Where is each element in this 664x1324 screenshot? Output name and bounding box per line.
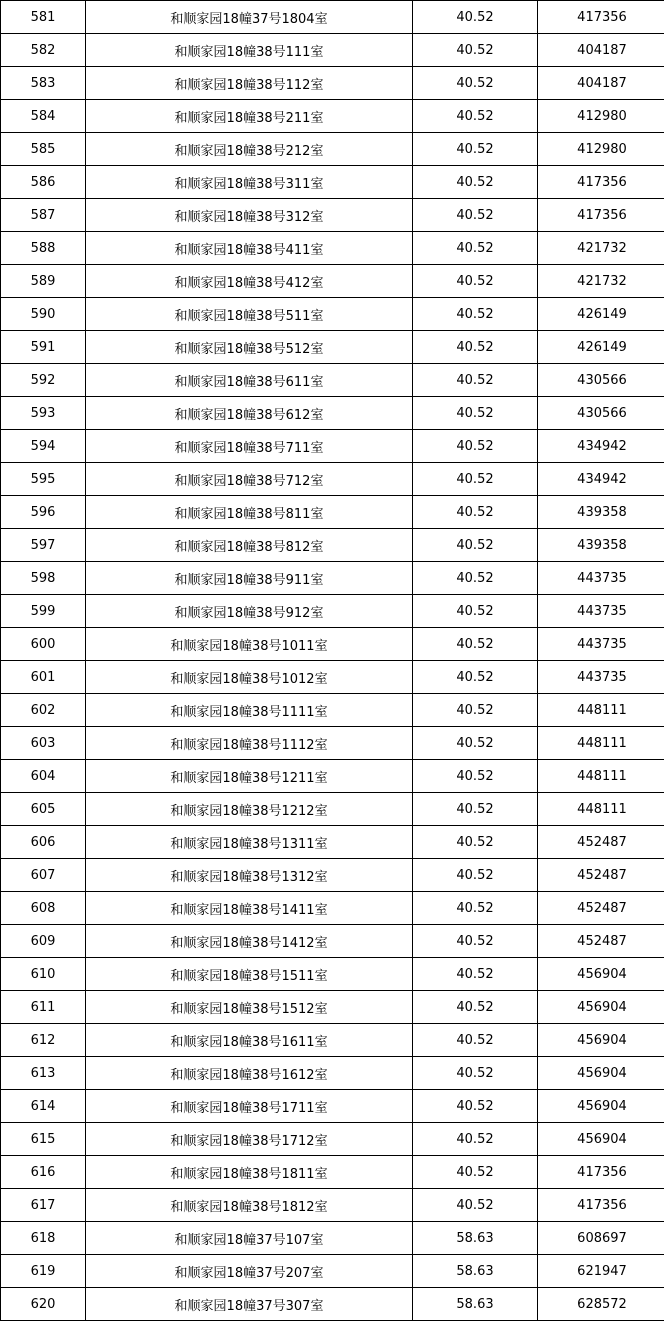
table-row [1, 1255, 664, 1288]
address-cell: 和顺家园18幢38号911室 [86, 562, 413, 595]
table-row [1, 1024, 664, 1057]
price-cell: 443735 [538, 595, 664, 628]
address-cell: 和顺家园18幢38号1812室 [86, 1189, 413, 1222]
address-cell: 和顺家园18幢38号712室 [86, 463, 413, 496]
address-cell: 和顺家园18幢37号307室 [86, 1288, 413, 1321]
price-cell: 439358 [538, 529, 664, 562]
price-cell: 448111 [538, 694, 664, 727]
table-row [1, 991, 664, 1024]
price-cell: 439358 [538, 496, 664, 529]
table-row [1, 199, 664, 232]
table-row [1, 67, 664, 100]
area-cell: 40.52 [413, 892, 538, 925]
row-number-cell: 591 [1, 331, 86, 364]
address-cell: 和顺家园18幢38号1512室 [86, 991, 413, 1024]
price-cell: 417356 [538, 1156, 664, 1189]
row-number-cell: 608 [1, 892, 86, 925]
table-row [1, 496, 664, 529]
table-row [1, 694, 664, 727]
table-row [1, 1090, 664, 1123]
area-cell: 40.52 [413, 67, 538, 100]
address-cell: 和顺家园18幢38号512室 [86, 331, 413, 364]
area-cell: 58.63 [413, 1288, 538, 1321]
row-number-cell: 583 [1, 67, 86, 100]
area-cell: 40.52 [413, 1189, 538, 1222]
table-row [1, 628, 664, 661]
price-cell: 608697 [538, 1222, 664, 1255]
address-cell: 和顺家园18幢38号312室 [86, 199, 413, 232]
table-row [1, 595, 664, 628]
table-row [1, 331, 664, 364]
area-cell: 58.63 [413, 1255, 538, 1288]
address-cell: 和顺家园18幢38号1711室 [86, 1090, 413, 1123]
table-row [1, 793, 664, 826]
price-cell: 421732 [538, 232, 664, 265]
address-cell: 和顺家园18幢38号1012室 [86, 661, 413, 694]
price-cell: 417356 [538, 166, 664, 199]
row-number-cell: 601 [1, 661, 86, 694]
price-cell: 426149 [538, 331, 664, 364]
address-cell: 和顺家园18幢38号511室 [86, 298, 413, 331]
address-cell: 和顺家园18幢38号1712室 [86, 1123, 413, 1156]
price-cell: 628572 [538, 1288, 664, 1321]
table-row [1, 34, 664, 67]
row-number-cell: 582 [1, 34, 86, 67]
area-cell: 40.52 [413, 694, 538, 727]
area-cell: 40.52 [413, 1090, 538, 1123]
table-row [1, 760, 664, 793]
row-number-cell: 616 [1, 1156, 86, 1189]
address-cell: 和顺家园18幢38号1211室 [86, 760, 413, 793]
row-number-cell: 614 [1, 1090, 86, 1123]
table-row [1, 232, 664, 265]
table-row [1, 727, 664, 760]
table-row [1, 1057, 664, 1090]
price-cell: 412980 [538, 100, 664, 133]
table-row [1, 166, 664, 199]
price-cell: 443735 [538, 628, 664, 661]
price-cell: 404187 [538, 34, 664, 67]
row-number-cell: 604 [1, 760, 86, 793]
price-cell: 417356 [538, 199, 664, 232]
table-row [1, 562, 664, 595]
row-number-cell: 597 [1, 529, 86, 562]
price-cell: 452487 [538, 826, 664, 859]
area-cell: 40.52 [413, 199, 538, 232]
table-row [1, 859, 664, 892]
area-cell: 40.52 [413, 463, 538, 496]
row-number-cell: 594 [1, 430, 86, 463]
row-number-cell: 598 [1, 562, 86, 595]
area-cell: 40.52 [413, 727, 538, 760]
row-number-cell: 602 [1, 694, 86, 727]
address-cell: 和顺家园18幢38号212室 [86, 133, 413, 166]
table-row [1, 133, 664, 166]
price-cell: 404187 [538, 67, 664, 100]
price-cell: 443735 [538, 562, 664, 595]
address-cell: 和顺家园18幢38号611室 [86, 364, 413, 397]
area-cell: 40.52 [413, 859, 538, 892]
address-cell: 和顺家园18幢37号207室 [86, 1255, 413, 1288]
address-cell: 和顺家园18幢38号1312室 [86, 859, 413, 892]
table-row [1, 1288, 664, 1321]
area-cell: 40.52 [413, 958, 538, 991]
address-cell: 和顺家园18幢38号1811室 [86, 1156, 413, 1189]
row-number-cell: 617 [1, 1189, 86, 1222]
address-cell: 和顺家园18幢38号612室 [86, 397, 413, 430]
area-cell: 40.52 [413, 826, 538, 859]
address-cell: 和顺家园18幢38号112室 [86, 67, 413, 100]
address-cell: 和顺家园18幢38号311室 [86, 166, 413, 199]
row-number-cell: 615 [1, 1123, 86, 1156]
table-row [1, 298, 664, 331]
address-cell: 和顺家园18幢38号711室 [86, 430, 413, 463]
price-cell: 456904 [538, 958, 664, 991]
row-number-cell: 605 [1, 793, 86, 826]
row-number-cell: 581 [1, 1, 86, 34]
row-number-cell: 618 [1, 1222, 86, 1255]
address-cell: 和顺家园18幢37号107室 [86, 1222, 413, 1255]
table-row [1, 892, 664, 925]
row-number-cell: 613 [1, 1057, 86, 1090]
area-cell: 40.52 [413, 298, 538, 331]
address-cell: 和顺家园18幢38号811室 [86, 496, 413, 529]
address-cell: 和顺家园18幢38号412室 [86, 265, 413, 298]
area-cell: 40.52 [413, 1, 538, 34]
price-cell: 621947 [538, 1255, 664, 1288]
area-cell: 40.52 [413, 331, 538, 364]
price-cell: 456904 [538, 1057, 664, 1090]
address-cell: 和顺家园18幢38号1011室 [86, 628, 413, 661]
area-cell: 40.52 [413, 628, 538, 661]
row-number-cell: 606 [1, 826, 86, 859]
table-row [1, 1156, 664, 1189]
table-row [1, 1, 664, 34]
price-cell: 448111 [538, 760, 664, 793]
row-number-cell: 589 [1, 265, 86, 298]
table-row [1, 1189, 664, 1222]
row-number-cell: 603 [1, 727, 86, 760]
area-cell: 40.52 [413, 397, 538, 430]
price-cell: 412980 [538, 133, 664, 166]
price-cell: 430566 [538, 397, 664, 430]
price-cell: 448111 [538, 727, 664, 760]
row-number-cell: 620 [1, 1288, 86, 1321]
table-row [1, 958, 664, 991]
area-cell: 40.52 [413, 1123, 538, 1156]
area-cell: 58.63 [413, 1222, 538, 1255]
table-row [1, 463, 664, 496]
address-cell: 和顺家园18幢38号1611室 [86, 1024, 413, 1057]
price-cell: 426149 [538, 298, 664, 331]
address-cell: 和顺家园18幢38号1612室 [86, 1057, 413, 1090]
table-row [1, 265, 664, 298]
address-cell: 和顺家园18幢38号812室 [86, 529, 413, 562]
table-row [1, 430, 664, 463]
area-cell: 40.52 [413, 265, 538, 298]
price-cell: 434942 [538, 430, 664, 463]
area-cell: 40.52 [413, 925, 538, 958]
row-number-cell: 619 [1, 1255, 86, 1288]
price-cell: 456904 [538, 991, 664, 1024]
row-number-cell: 585 [1, 133, 86, 166]
table-row [1, 1123, 664, 1156]
price-cell: 430566 [538, 364, 664, 397]
area-cell: 40.52 [413, 1024, 538, 1057]
price-cell: 456904 [538, 1090, 664, 1123]
area-cell: 40.52 [413, 496, 538, 529]
area-cell: 40.52 [413, 595, 538, 628]
area-cell: 40.52 [413, 364, 538, 397]
price-cell: 456904 [538, 1123, 664, 1156]
price-cell: 443735 [538, 661, 664, 694]
price-cell: 452487 [538, 892, 664, 925]
area-cell: 40.52 [413, 232, 538, 265]
address-cell: 和顺家园18幢38号1112室 [86, 727, 413, 760]
area-cell: 40.52 [413, 430, 538, 463]
area-cell: 40.52 [413, 562, 538, 595]
area-cell: 40.52 [413, 1057, 538, 1090]
address-cell: 和顺家园18幢38号211室 [86, 100, 413, 133]
table-body [1, 1, 664, 1321]
address-cell: 和顺家园18幢37号1804室 [86, 1, 413, 34]
row-number-cell: 593 [1, 397, 86, 430]
address-cell: 和顺家园18幢38号1511室 [86, 958, 413, 991]
row-number-cell: 584 [1, 100, 86, 133]
address-cell: 和顺家园18幢38号1311室 [86, 826, 413, 859]
area-cell: 40.52 [413, 529, 538, 562]
row-number-cell: 599 [1, 595, 86, 628]
row-number-cell: 592 [1, 364, 86, 397]
area-cell: 40.52 [413, 793, 538, 826]
price-cell: 417356 [538, 1, 664, 34]
address-cell: 和顺家园18幢38号411室 [86, 232, 413, 265]
area-cell: 40.52 [413, 34, 538, 67]
row-number-cell: 610 [1, 958, 86, 991]
area-cell: 40.52 [413, 166, 538, 199]
area-cell: 40.52 [413, 133, 538, 166]
row-number-cell: 586 [1, 166, 86, 199]
table-row [1, 364, 664, 397]
price-cell: 417356 [538, 1189, 664, 1222]
table-row [1, 826, 664, 859]
price-cell: 452487 [538, 859, 664, 892]
table-row [1, 661, 664, 694]
address-cell: 和顺家园18幢38号1212室 [86, 793, 413, 826]
row-number-cell: 590 [1, 298, 86, 331]
area-cell: 40.52 [413, 1156, 538, 1189]
table-row [1, 100, 664, 133]
row-number-cell: 600 [1, 628, 86, 661]
area-cell: 40.52 [413, 100, 538, 133]
row-number-cell: 609 [1, 925, 86, 958]
table-row [1, 529, 664, 562]
price-cell: 452487 [538, 925, 664, 958]
address-cell: 和顺家园18幢38号1411室 [86, 892, 413, 925]
address-cell: 和顺家园18幢38号1111室 [86, 694, 413, 727]
price-cell: 448111 [538, 793, 664, 826]
address-cell: 和顺家园18幢38号912室 [86, 595, 413, 628]
row-number-cell: 611 [1, 991, 86, 1024]
row-number-cell: 607 [1, 859, 86, 892]
row-number-cell: 588 [1, 232, 86, 265]
table-row [1, 397, 664, 430]
table-row [1, 925, 664, 958]
area-cell: 40.52 [413, 760, 538, 793]
price-cell: 456904 [538, 1024, 664, 1057]
row-number-cell: 595 [1, 463, 86, 496]
price-cell: 421732 [538, 265, 664, 298]
row-number-cell: 612 [1, 1024, 86, 1057]
area-cell: 40.52 [413, 991, 538, 1024]
price-cell: 434942 [538, 463, 664, 496]
address-cell: 和顺家园18幢38号111室 [86, 34, 413, 67]
address-cell: 和顺家园18幢38号1412室 [86, 925, 413, 958]
row-number-cell: 596 [1, 496, 86, 529]
table-row [1, 1222, 664, 1255]
area-cell: 40.52 [413, 661, 538, 694]
row-number-cell: 587 [1, 199, 86, 232]
